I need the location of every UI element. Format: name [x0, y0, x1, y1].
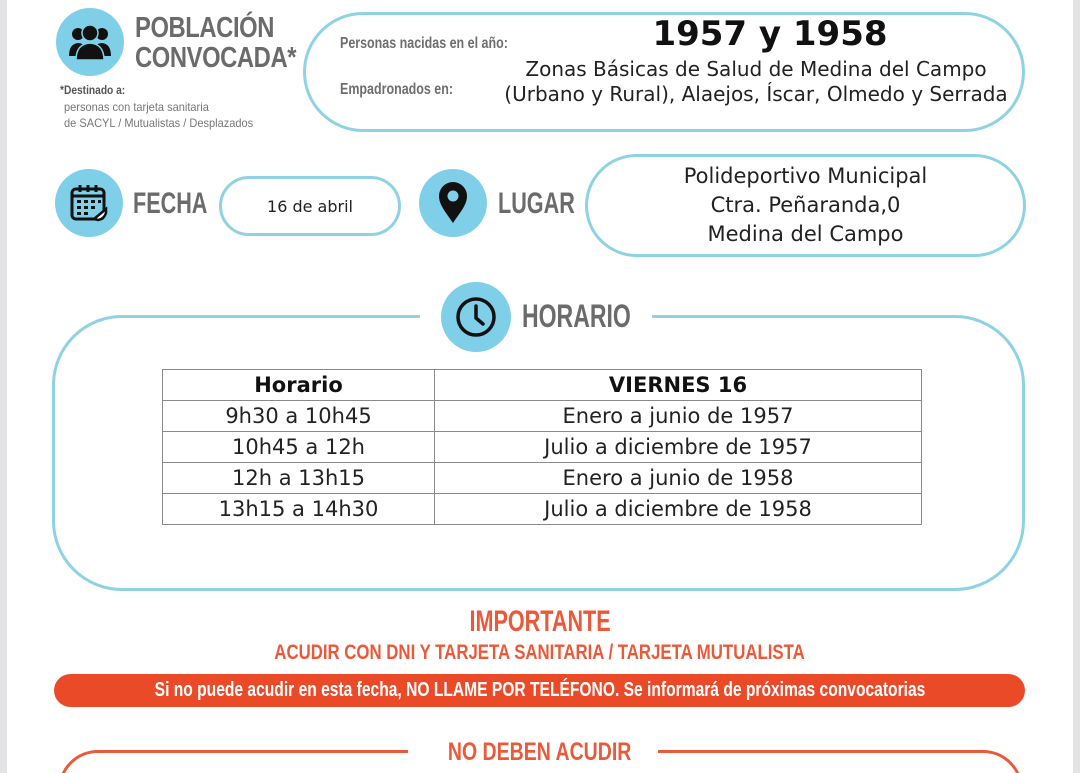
- lugar-address: [585, 154, 1026, 257]
- convocada-title: CONVOCADA*: [135, 42, 297, 74]
- fecha-value: 16 de abril: [219, 176, 401, 236]
- table-row: [163, 432, 922, 463]
- destinado-text: de SACYL / Mutualistas / Desplazados: [64, 116, 254, 130]
- no-deben-heading: [0, 738, 1080, 767]
- table-header-row: [163, 370, 922, 401]
- destinado-label: *Destinado a:: [60, 83, 126, 97]
- calendar-icon: [55, 169, 123, 237]
- birth-years: 1957 y 1958: [652, 14, 888, 54]
- time-cell: 10h45 a 12h: [163, 432, 435, 463]
- time-cell: 13h15 a 14h30: [163, 494, 435, 525]
- clock-icon: [441, 282, 511, 352]
- zonas-text: Zonas Básicas de Salud de Medina del Campo (Urbano y Rural), Alaejos, Íscar, Olmedo y Serrada: [504, 57, 1008, 106]
- table-row: [163, 401, 922, 432]
- fecha-label: FECHA: [133, 187, 208, 220]
- lugar-line: Polideportivo Municipal: [683, 164, 928, 188]
- group-cell: Enero a junio de 1958: [435, 463, 922, 494]
- importante-title: IMPORTANTE: [469, 605, 611, 638]
- acudir-note: [0, 641, 1080, 665]
- table-row: [163, 463, 922, 494]
- empadronados-label: Empadronados en:: [340, 81, 454, 98]
- importante-heading: [0, 605, 1080, 639]
- lugar-line: Medina del Campo: [707, 222, 904, 246]
- time-cell: 9h30 a 10h45: [163, 401, 435, 432]
- group-cell: Enero a junio de 1957: [435, 401, 922, 432]
- column-header: Horario: [163, 370, 435, 401]
- nacidos-label: Personas nacidas en el año:: [340, 35, 508, 52]
- warning-text: Si no puede acudir en esta fecha, NO LLAME POR TELÉFONO. Se informará de próximas convocatorias: [154, 679, 925, 701]
- lugar-line: Ctra. Peñaranda,0: [710, 193, 901, 217]
- location-pin-icon: [419, 169, 487, 237]
- poblacion-title: POBLACIÓN: [135, 12, 274, 44]
- group-icon: [56, 8, 124, 76]
- time-cell: 12h a 13h15: [163, 463, 435, 494]
- no-deben-title: NO DEBEN ACUDIR: [448, 738, 632, 766]
- column-header: VIERNES 16: [435, 370, 922, 401]
- destinado-text: personas con tarjeta sanitaria: [64, 100, 209, 114]
- lugar-label: LUGAR: [498, 187, 575, 220]
- acudir-text: ACUDIR CON DNI Y TARJETA SANITARIA / TARJETA MUTUALISTA: [274, 641, 806, 664]
- table-row: [163, 494, 922, 525]
- group-cell: Julio a diciembre de 1957: [435, 432, 922, 463]
- group-cell: Julio a diciembre de 1958: [435, 494, 922, 525]
- horario-label: HORARIO: [522, 298, 631, 334]
- warning-banner: [54, 674, 1025, 707]
- schedule-table: [162, 369, 922, 525]
